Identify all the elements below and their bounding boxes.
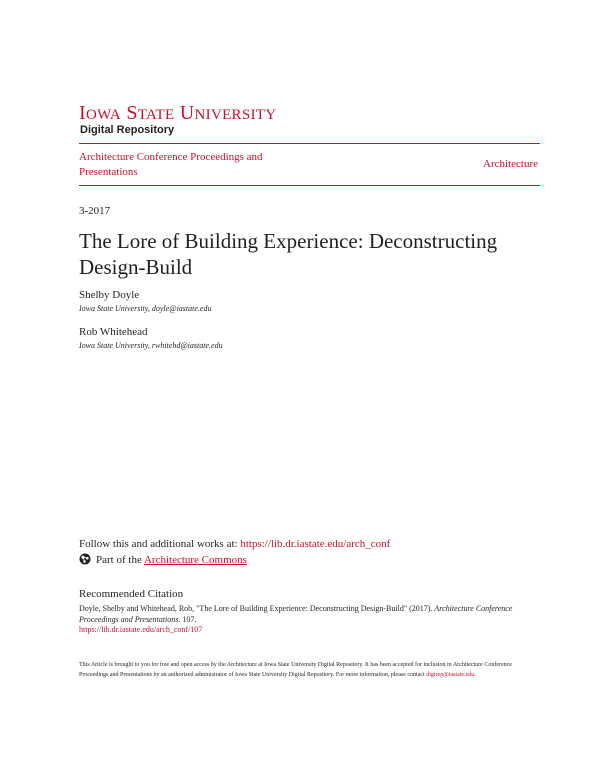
author-name: Rob Whitehead [79, 326, 148, 338]
header-divider [79, 143, 540, 144]
author-affiliation: Iowa State University, doyle@iastate.edu [79, 304, 212, 313]
department-link[interactable]: Architecture [483, 158, 538, 170]
footer-end: . [474, 672, 476, 678]
footer-text: This Article is brought to you for free and open access by the Architecture at Iowa State University Digital Repository. It has been accepted for inclusion in Architecture Conference Proceedings and Presentations by an authorized administrator of Iowa State University Digital Repository. For more information, please contact [79, 662, 512, 678]
university-logo: IOWA STATE UNIVERSITY [79, 102, 277, 124]
follow-label: Follow this and additional works at: [79, 538, 241, 550]
citation-text [79, 604, 534, 636]
commons-network-icon [79, 553, 91, 569]
article-title: The Lore of Building Experience: Deconstructing Design-Build [79, 229, 498, 279]
follow-line [79, 537, 390, 551]
author-affiliation: Iowa State University, rwhitehd@iastate.edu [79, 341, 223, 350]
series-link[interactable]: Architecture Conference Proceedings and Presentations [79, 151, 263, 178]
citation-body: Doyle, Shelby and Whitehead, Rob, "The Lore of Building Experience: Deconstructing Design-Build" (2017). [79, 604, 435, 613]
citation-url-link[interactable]: https://lib.dr.iastate.edu/arch_conf/107 [79, 625, 203, 634]
department-link-container [483, 157, 538, 172]
architecture-commons-link[interactable]: Architecture Commons [143, 554, 247, 566]
footer-notice [79, 660, 541, 680]
part-of-line [79, 553, 247, 569]
author-name: Shelby Doyle [79, 289, 140, 301]
publication-date: 3-2017 [79, 205, 111, 217]
part-of-label: Part of the [96, 554, 144, 566]
citation-source: Architecture Conference Proceedings and Presentations [79, 604, 513, 624]
collection-url-link[interactable]: https://lib.dr.iastate.edu/arch_conf [240, 538, 391, 550]
citation-number: . 107. [178, 614, 197, 624]
contact-email-link[interactable]: digirep@iastate.edu [426, 672, 475, 678]
citation-heading: Recommended Citation [79, 588, 184, 600]
series-link-container [79, 150, 309, 180]
repository-name: Digital Repository [80, 124, 175, 136]
collection-divider [79, 185, 540, 186]
